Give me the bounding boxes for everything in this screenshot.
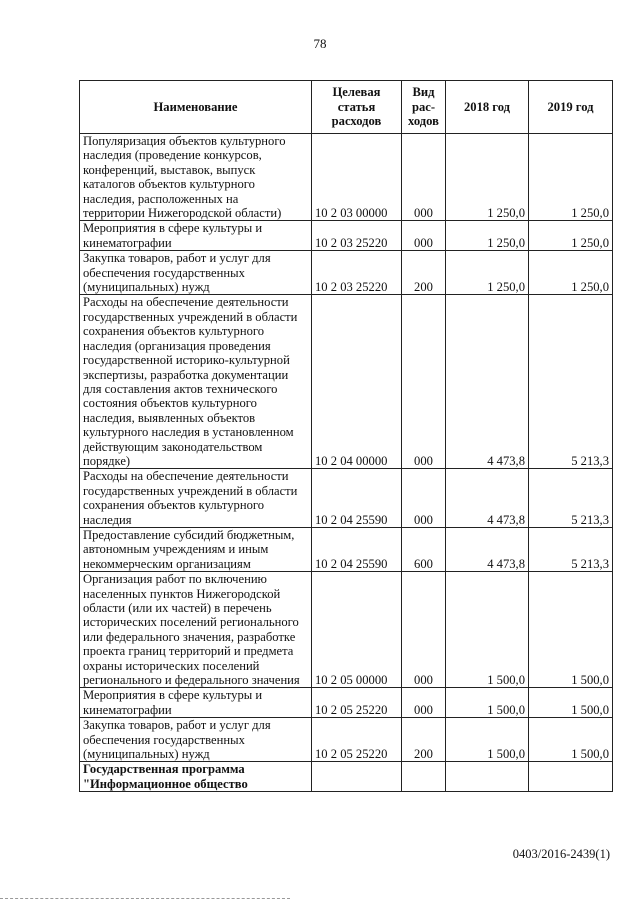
row-name-line: некоммерческим организациям	[83, 556, 251, 571]
row-name-line: Организация работ по включению	[83, 572, 267, 587]
row-name-cell	[80, 469, 312, 528]
row-2018-value-cell: 4 473,8	[446, 295, 529, 469]
row-name-line: охраны исторических поселений	[83, 658, 260, 673]
table-row	[80, 295, 613, 469]
scan-artifact-line	[0, 898, 290, 900]
document-code: 0403/2016-2439(1)	[512, 847, 610, 861]
row-name-line: наследия	[83, 512, 132, 527]
row-name-line: наследия (организация проведения	[83, 338, 271, 353]
row-name-line: наследия, расположенных на	[83, 191, 239, 206]
row-name-line: регионального и федерального значения	[83, 673, 300, 688]
row-2018-value-cell: 4 473,8	[446, 469, 529, 528]
row-name-line: (муниципальных) нужд	[83, 747, 210, 762]
table-body	[80, 134, 613, 792]
column-header-2019: 2019 год	[529, 81, 613, 134]
row-name-line: населенных пунктов Нижегородской	[83, 586, 281, 601]
row-name-line: области (или их частей) в перечень	[83, 601, 272, 615]
row-name-line: обеспечения государственных	[83, 265, 245, 280]
table-header-row	[80, 81, 613, 134]
row-name-line: "Информационное общество	[83, 776, 248, 791]
row-name-cell	[80, 762, 312, 792]
row-name-line: наследия, выявленных объектов	[83, 410, 256, 425]
row-target-code-cell: 10 2 04 00000	[312, 295, 402, 469]
column-header-name: Наименование	[80, 81, 312, 134]
row-name-line: автономным учреждениям и иным	[83, 542, 269, 557]
row-2018-value-cell: 1 500,0	[446, 688, 529, 718]
row-name-line: Мероприятия в сфере культуры и	[83, 688, 263, 703]
row-name-line: государственной историко-культурной	[83, 353, 290, 368]
row-2019-value-cell: 1 500,0	[529, 688, 613, 718]
row-name-cell	[80, 527, 312, 571]
row-target-code-cell: 10 2 04 25590	[312, 527, 402, 571]
row-name-cell	[80, 251, 312, 295]
row-name-line: сохранения объектов культурного	[83, 324, 265, 339]
table-row	[80, 469, 613, 528]
row-name-line: порядке)	[83, 453, 131, 468]
column-header-kind: Вид рас- ходов	[402, 81, 446, 134]
row-2019-value-cell: 1 250,0	[529, 221, 613, 251]
row-expense-kind-cell: 200	[402, 251, 446, 295]
column-header-target: Целевая статья расходов	[312, 81, 402, 134]
row-2018-value-cell: 1 250,0	[446, 251, 529, 295]
table-row	[80, 572, 613, 688]
row-name-line: или федерального значения, разработке	[83, 629, 296, 644]
row-name-line: государственных учреждений в области	[83, 483, 298, 498]
table-row	[80, 688, 613, 718]
row-name-line: территории Нижегородской области)	[83, 206, 282, 221]
row-2019-value-cell: 5 213,3	[529, 469, 613, 528]
row-target-code-cell	[312, 762, 402, 792]
table-row	[80, 762, 613, 792]
table-row	[80, 718, 613, 762]
row-name-line: Закупка товаров, работ и услуг для	[83, 251, 271, 266]
row-2019-value-cell: 5 213,3	[529, 295, 613, 469]
row-2019-value-cell: 1 250,0	[529, 134, 613, 221]
row-name-cell	[80, 688, 312, 718]
row-expense-kind-cell: 000	[402, 295, 446, 469]
row-name-line: исторических поселений регионального	[83, 615, 299, 630]
row-target-code-cell: 10 2 04 25590	[312, 469, 402, 528]
row-name-line: Государственная программа	[83, 762, 245, 777]
row-name-line: наследия (проведение конкурсов,	[83, 148, 262, 163]
table-row	[80, 251, 613, 295]
table-row	[80, 527, 613, 571]
row-target-code-cell: 10 2 05 00000	[312, 572, 402, 688]
row-2019-value-cell: 1 500,0	[529, 718, 613, 762]
table-row	[80, 221, 613, 251]
row-name-line: экспертизы, разработка документации	[83, 367, 289, 382]
row-2018-value-cell: 1 500,0	[446, 718, 529, 762]
budget-table	[79, 80, 613, 792]
row-expense-kind-cell	[402, 762, 446, 792]
row-name-line: обеспечения государственных	[83, 732, 245, 747]
row-name-cell	[80, 134, 312, 221]
row-name-line: государственных учреждений в области	[83, 309, 298, 324]
table-row	[80, 134, 613, 221]
row-expense-kind-cell: 000	[402, 688, 446, 718]
row-name-line: Расходы на обеспечение деятельности	[83, 295, 289, 310]
row-target-code-cell: 10 2 05 25220	[312, 718, 402, 762]
row-expense-kind-cell: 000	[402, 469, 446, 528]
row-2018-value-cell: 1 250,0	[446, 221, 529, 251]
column-header-2018: 2018 год	[446, 81, 529, 134]
row-name-cell	[80, 221, 312, 251]
row-expense-kind-cell: 600	[402, 527, 446, 571]
row-name-line: Мероприятия в сфере культуры и	[83, 221, 263, 236]
row-2019-value-cell: 1 500,0	[529, 572, 613, 688]
row-expense-kind-cell: 000	[402, 134, 446, 221]
row-target-code-cell: 10 2 03 25220	[312, 221, 402, 251]
row-name-cell	[80, 718, 312, 762]
row-name-line: состояния объектов культурного	[83, 396, 257, 411]
row-name-line: Предоставление субсидий бюджетным,	[83, 527, 295, 542]
row-target-code-cell: 10 2 05 25220	[312, 688, 402, 718]
row-2018-value-cell	[446, 762, 529, 792]
row-name-line: культурного наследия в установленном	[83, 425, 294, 440]
row-name-cell	[80, 295, 312, 469]
row-name-line: Популяризация объектов культурного	[83, 134, 286, 148]
page-number: 78	[313, 36, 327, 51]
row-name-line: сохранения объектов культурного	[83, 498, 265, 513]
row-2019-value-cell: 1 250,0	[529, 251, 613, 295]
row-name-line: Закупка товаров, работ и услуг для	[83, 718, 271, 733]
row-2018-value-cell: 1 250,0	[446, 134, 529, 221]
row-name-line: кинематографии	[83, 702, 172, 717]
row-target-code-cell: 10 2 03 00000	[312, 134, 402, 221]
row-expense-kind-cell: 000	[402, 572, 446, 688]
row-expense-kind-cell: 200	[402, 718, 446, 762]
row-target-code-cell: 10 2 03 25220	[312, 251, 402, 295]
row-name-line: проекта границ территорий и предмета	[83, 644, 294, 659]
row-expense-kind-cell: 000	[402, 221, 446, 251]
row-name-line: действующим законодательством	[83, 439, 263, 454]
row-2019-value-cell: 5 213,3	[529, 527, 613, 571]
row-name-line: Расходы на обеспечение деятельности	[83, 469, 289, 484]
row-name-line: для составления актов технического	[83, 381, 278, 396]
row-name-line: конференций, выставок, выпуск	[83, 162, 256, 177]
row-2019-value-cell	[529, 762, 613, 792]
row-2018-value-cell: 1 500,0	[446, 572, 529, 688]
row-name-line: кинематографии	[83, 235, 172, 250]
row-2018-value-cell: 4 473,8	[446, 527, 529, 571]
row-name-line: (муниципальных) нужд	[83, 280, 210, 295]
row-name-cell	[80, 572, 312, 688]
row-name-line: каталогов объектов культурного	[83, 177, 255, 192]
